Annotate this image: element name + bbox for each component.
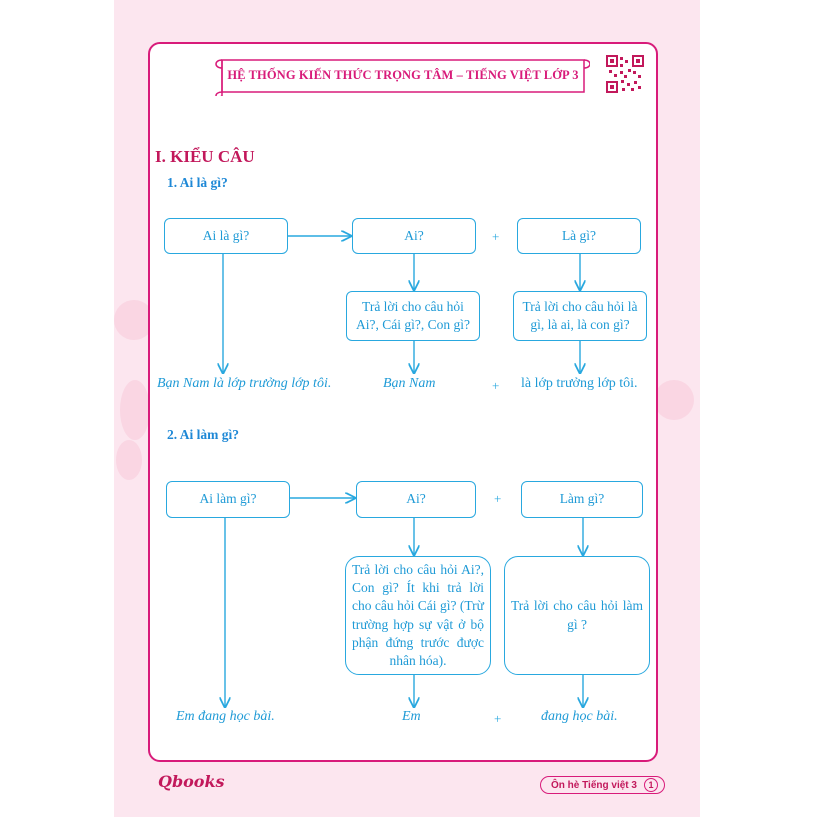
header-title: HỆ THỐNG KIẾN THỨC TRỌNG TÂM – TIẾNG VIỆT LỚP 3 [227, 68, 579, 82]
part1-what-answer-line1: Trả lời cho câu hỏi là [522, 298, 638, 314]
part1-who-answer-box [346, 291, 480, 341]
part1-plus: + [492, 229, 500, 244]
part1-who-box: Ai? [352, 218, 476, 254]
part2-example-full: Em đang học bài. [176, 709, 275, 724]
part2-who-box: Ai? [356, 481, 476, 518]
decor-blot [116, 440, 142, 480]
footer-label-pill [540, 776, 665, 794]
part2-example-who: Em [402, 709, 421, 724]
decor-blot [654, 380, 694, 420]
part2-who-answer-box: Trả lời cho câu hỏi Ai?, Con gì? Ít khi trả lời cho câu hỏi Cái gì? (Trừ trường hợp sự vật ở bộ phận đứng trước được nhân hóa). [345, 556, 491, 675]
part1-example-what: là lớp trưởng lớp tôi. [521, 376, 638, 391]
part2-plus: + [494, 491, 502, 506]
part1-title: 1. Ai là gì? [167, 175, 228, 190]
part2-example-what: đang học bài. [541, 709, 618, 724]
footer-label: Ôn hè Tiếng việt 3 [551, 779, 637, 791]
publisher-logo: Qbooks [158, 772, 225, 791]
section-title: I. KIỂU CÂU [155, 147, 255, 166]
part1-what-answer-line2: gì, là ai, là con gì? [530, 317, 630, 332]
part2-what-answer-box: Trả lời cho câu hỏi làm gì ? [504, 556, 650, 675]
decor-blot [120, 380, 150, 440]
part2-title: 2. Ai làm gì? [167, 427, 240, 442]
qr-code-icon [606, 55, 644, 93]
part2-main-box: Ai làm gì? [166, 481, 290, 518]
part1-what-box: Là gì? [517, 218, 641, 254]
part2-example-plus: + [494, 711, 502, 726]
part1-who-answer-line1: Trả lời cho câu hỏi [362, 298, 464, 314]
part1-main-box: Ai là gì? [164, 218, 288, 254]
part1-example-who: Bạn Nam [383, 376, 436, 391]
part2-what-box: Làm gì? [521, 481, 643, 518]
part1-who-answer-line2: Ai?, Cái gì?, Con gì? [356, 317, 470, 332]
part1-example-plus: + [492, 378, 500, 393]
part1-what-answer-box [513, 291, 647, 341]
page-number: 1 [644, 778, 658, 792]
part1-example-full: Bạn Nam là lớp trưởng lớp tôi. [157, 376, 332, 391]
